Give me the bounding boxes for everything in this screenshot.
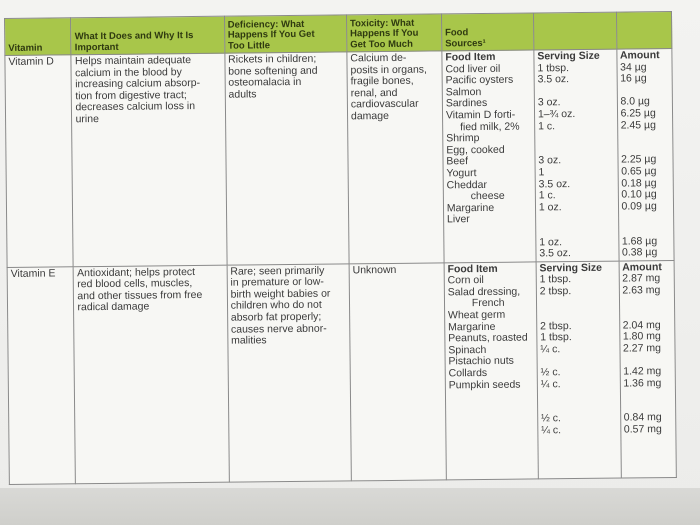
amount-cell: Amount 2.87 mg 2.63 mg 2.04 mg 1.80 mg 2.27 mg 1.42 mg 1.36 mg 0.84 mg 0.57 mg [619, 260, 677, 478]
toxicity-cell: Calcium de- posits in organs, fragile bones, renal, and cardiovascular damage [347, 51, 444, 264]
vitamin-name: Vitamin E [7, 266, 76, 484]
header-deficiency: Deficiency: What Happens If You Get Too Little [224, 15, 347, 53]
page-bottom-margin [0, 488, 700, 525]
vitamin-table [4, 11, 677, 485]
header-food-sources: Food Sources¹ [441, 13, 533, 51]
header-what: What It Does and Why It Is Important [71, 16, 225, 55]
header-toxicity: Toxicity: What Happens If You Get Too Much [346, 14, 441, 52]
function-cell: Helps maintain adequate calcium in the blood by increasing calcium absorp- tion from digestive tract; decreases calcium loss in urine [71, 53, 226, 266]
vitamin-name: Vitamin D [5, 55, 74, 267]
deficiency-cell: Rare; seen primarily in premature or low- birth weight babies or children who do not absorb fat properly; causes nerve abnor- malities [227, 264, 352, 482]
serving-size-cell: Serving Size 1 tbsp. 2 tbsp. 2 tbsp. 1 tbsp. ¼ c. ½ c. ¼ c. ½ c. ¼ c. [536, 261, 621, 479]
food-items-cell: Food Item Cod liver oil Pacific oysters Salmon Sardines Vitamin D forti- fied milk, 2% Shrimp Egg, cooked Beef Yogurt Cheddar cheese Margarine Liver [442, 50, 536, 263]
header-serving-size [533, 12, 616, 50]
deficiency-cell: Rickets in children; bone softening and osteomalacia in adults [225, 52, 349, 265]
serving-size-cell: Serving Size 1 tbsp. 3.5 oz. 3 oz. 1–¾ oz. 1 c. 3 oz. 1 3.5 oz. 1 c. 1 oz. 1 oz. 3.5 oz. [534, 49, 619, 262]
toxicity-cell: Unknown [349, 263, 446, 481]
row-vitamin-d [5, 49, 674, 268]
row-vitamin-e [7, 260, 676, 484]
header-amount [616, 12, 672, 50]
food-items-cell: Food Item Corn oil Salad dressing, French Wheat germ Margarine Peanuts, roasted Spinach Pistachio nuts Collards Pumpkin seeds [444, 262, 538, 480]
function-cell: Antioxidant; helps protect red blood cells, muscles, and other tissues from free radical damage [74, 265, 229, 484]
amount-cell: Amount 34 µg 16 µg 8.0 µg 6.25 µg 2.45 µg 2.25 µg 0.65 µg 0.18 µg 0.10 µg 0.09 µg 1.68 µg 0.38 µg [616, 49, 674, 261]
header-vitamin: Vitamin [5, 18, 72, 56]
